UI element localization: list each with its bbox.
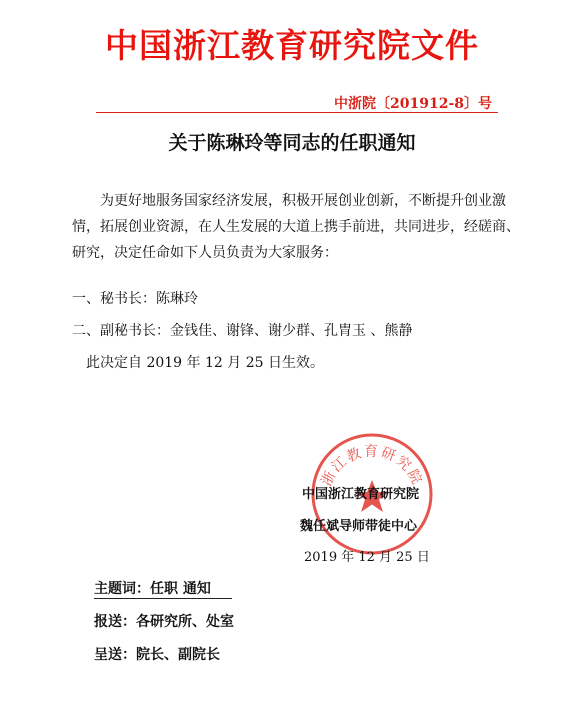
issue-date: 2019 年 12 月 25 日 (304, 550, 430, 565)
deputy-secretaries-line: 二、副秘书长：金钱佳、谢锋、谢少群、孔胄玉 、熊静 (72, 323, 413, 339)
notice-title: 关于陈琳玲等同志的任职通知 (168, 132, 416, 154)
document-header-title: 中国浙江教育研究院文件 (105, 26, 479, 65)
notice-paragraph: 为更好地服务国家经济发展，积极开展创业创新，不断提升创业激情，拓展创业资源，在人生发展的大道上携手前进，共同进步，经磋商、研究，决定任命如下人员负责为大家服务： (72, 193, 520, 261)
document-number: 中浙院〔201912-8〕号 (334, 96, 492, 112)
send-to-line: 报送：各研究所、处室 (94, 614, 234, 630)
issuing-organization: 中国浙江教育研究院 (302, 487, 420, 502)
red-divider-line (96, 112, 498, 113)
seal-arc-text: 浙江教育研究院 (318, 444, 426, 489)
secretary-general-line: 一、秘书长：陈琳玲 (72, 291, 198, 307)
subject-keywords: 主题词：任职 通知 (94, 581, 211, 597)
subject-underline (94, 598, 232, 599)
issuing-center: 魏任斌导师带徒中心 (300, 519, 418, 534)
copy-to-line: 呈送：院长、副院长 (94, 647, 220, 663)
effective-date-line: 此决定自 2019 年 12 月 25 日生效。 (86, 355, 324, 371)
